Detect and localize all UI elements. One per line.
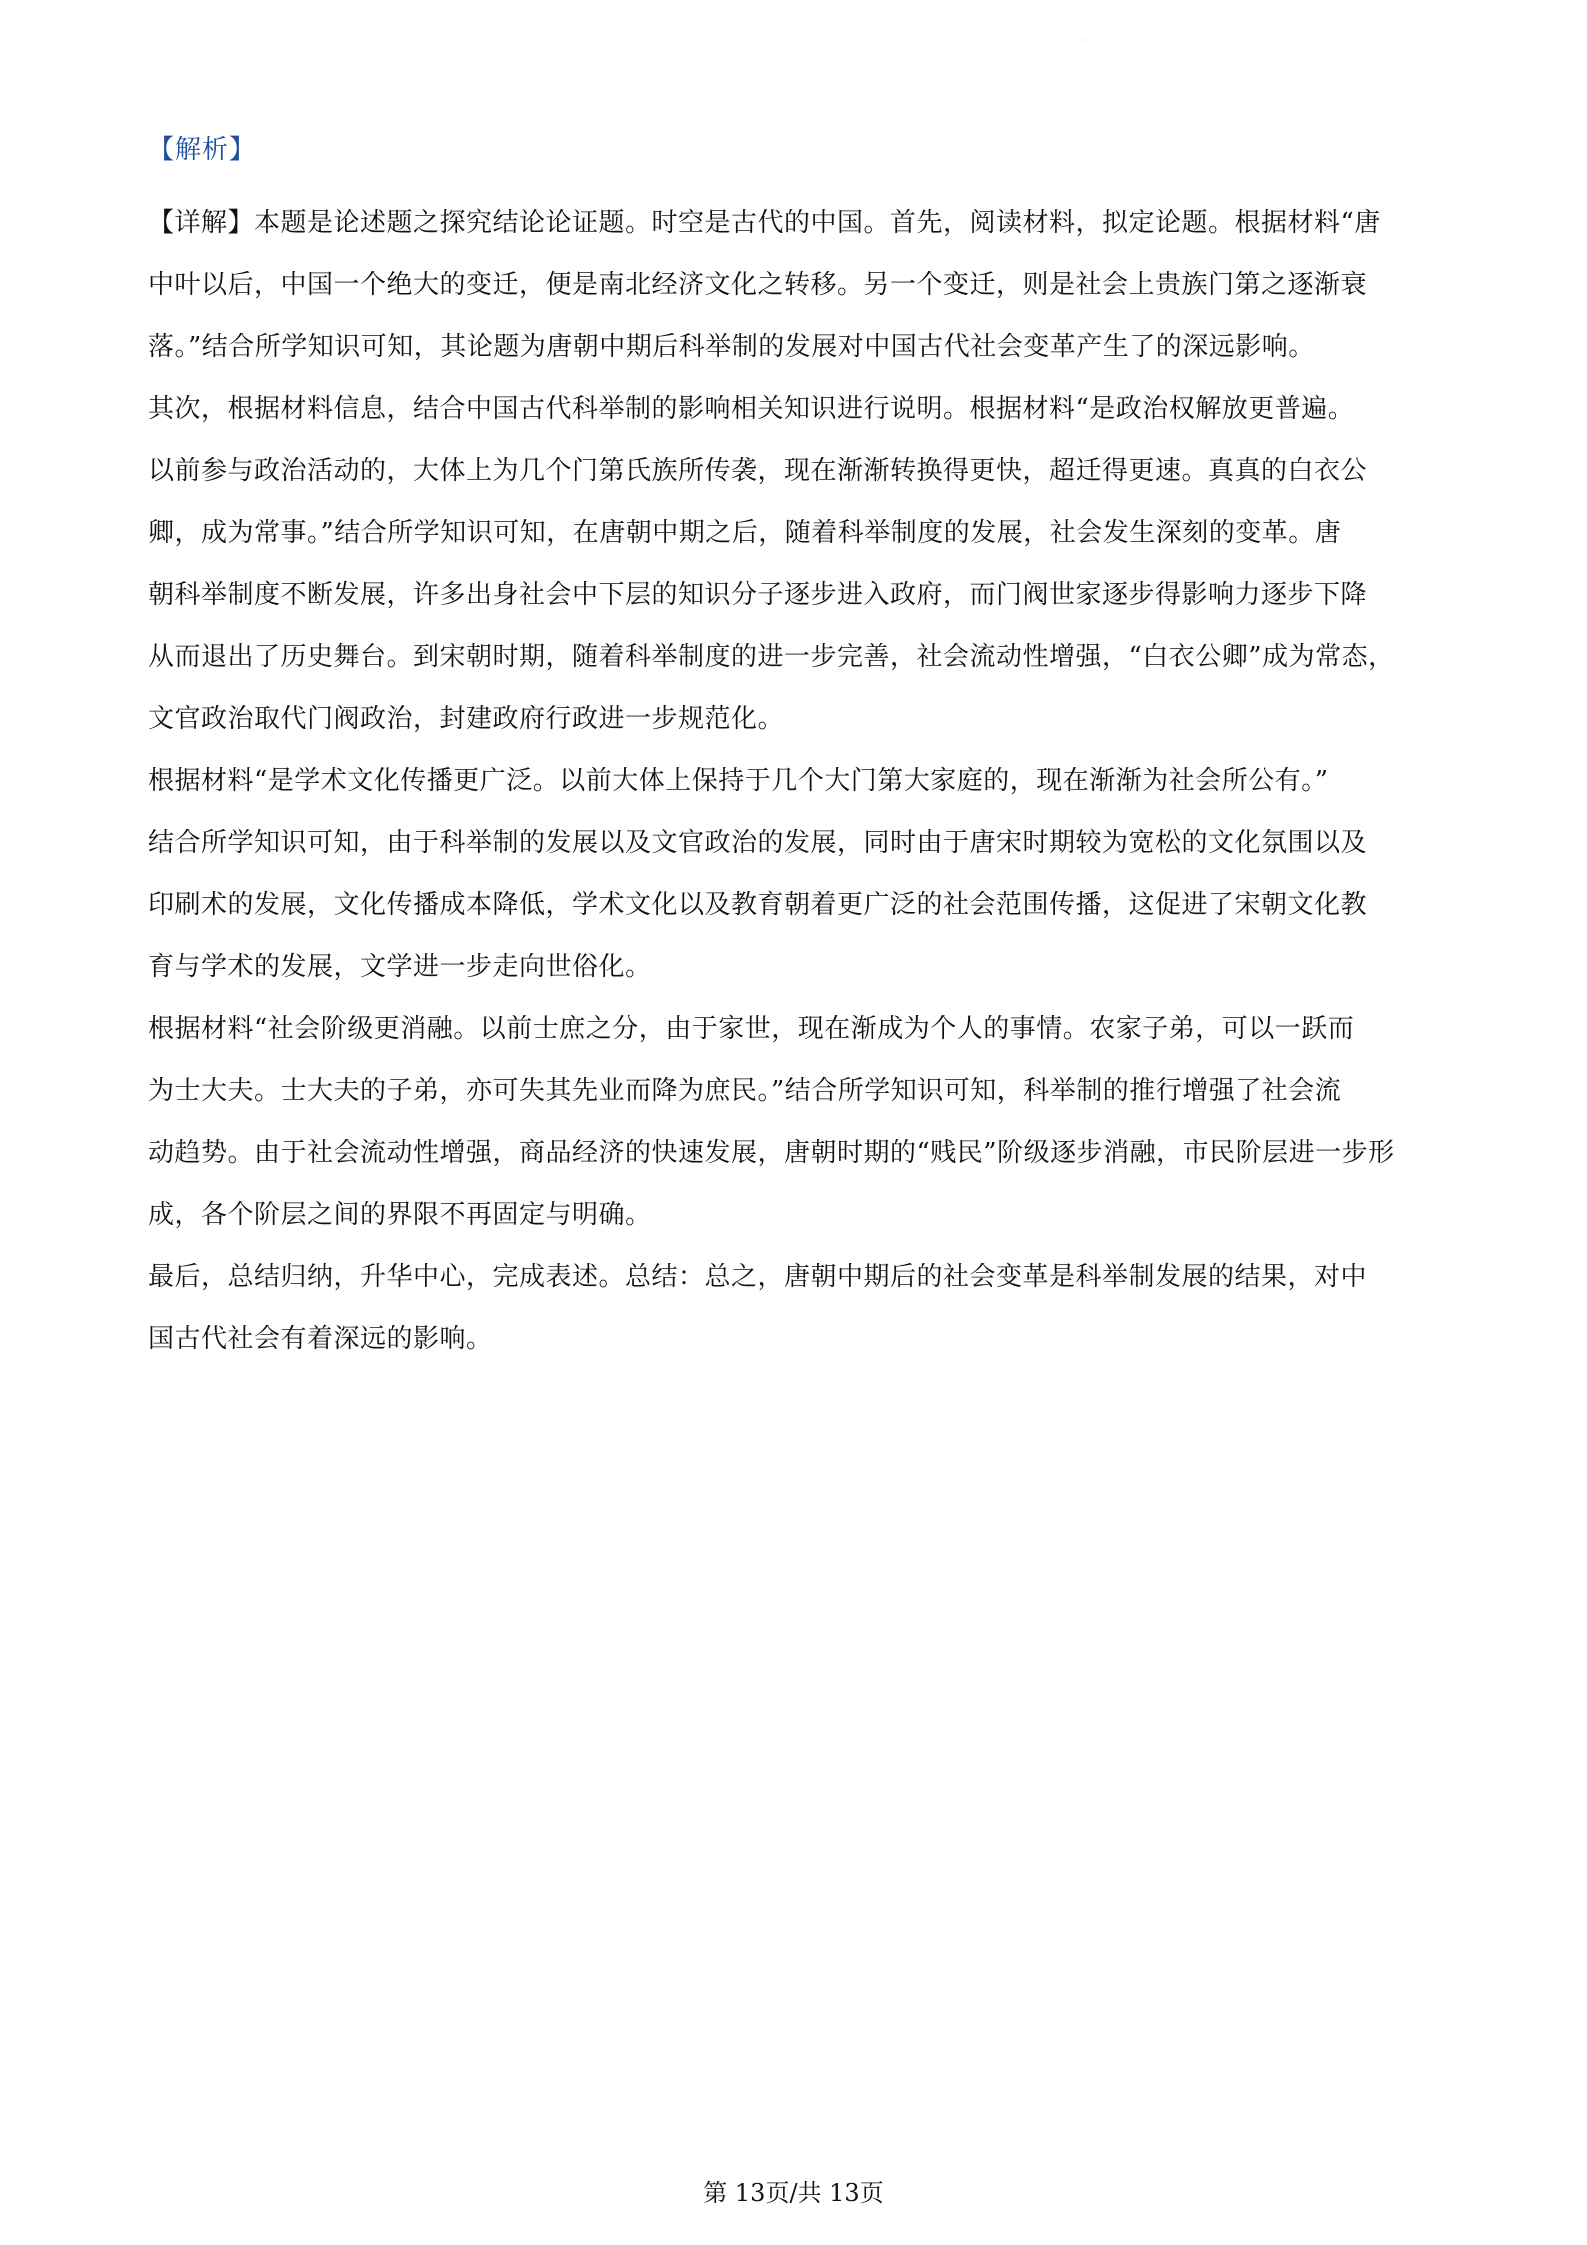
body-text-line: 为士大夫。士大夫的子弟，亦可失其先业而降为庶民。”结合所学知识可知，科举制的推行增强了社会流 [148, 1076, 1342, 1106]
body-text-line: 文官政治取代门阀政治，封建政府行政进一步规范化。 [148, 704, 785, 734]
page-number-footer: 第 13页/共 13页 [703, 2179, 884, 2207]
body-text-line: 根据材料“社会阶级更消融。以前士庶之分，由于家世，现在渐成为个人的事情。农家子弟，可以一跃而 [148, 1014, 1355, 1044]
body-text-line: 卿，成为常事。”结合所学知识可知，在唐朝中期之后，随着科举制度的发展，社会发生深刻的变革。唐 [148, 518, 1342, 548]
analysis-body [148, 192, 1448, 1370]
body-text-line: 其次，根据材料信息，结合中国古代科举制的影响相关知识进行说明。根据材料“是政治权解放更普遍。 [148, 394, 1355, 424]
body-text-line: 动趋势。由于社会流动性增强，商品经济的快速发展，唐朝时期的“贱民”阶级逐步消融，市民阶层进一步形 [148, 1138, 1395, 1168]
body-text-line: 【详解】本题是论述题之探究结论论证题。时空是古代的中国。首先，阅读材料，拟定论题。根据材料“唐 [148, 208, 1381, 238]
analysis-content [148, 130, 1448, 1370]
body-text-line: 最后，总结归纳，升华中心，完成表述。总结：总之，唐朝中期后的社会变革是科举制发展的结果，对中 [148, 1262, 1368, 1292]
page-top-mark: · [1084, 36, 1087, 45]
body-text-line: 结合所学知识可知，由于科举制的发展以及文官政治的发展，同时由于唐宋时期较为宽松的文化氛围以及 [148, 828, 1368, 858]
body-text-line: 以前参与政治活动的，大体上为几个门第氏族所传袭，现在渐渐转换得更快，超迁得更速。真真的白衣公 [148, 456, 1368, 486]
body-text-line: 育与学术的发展，文学进一步走向世俗化。 [148, 952, 652, 982]
section-heading: 【解析】 [148, 135, 257, 165]
body-text-line: 印刷术的发展，文化传播成本降低，学术文化以及教育朝着更广泛的社会范围传播，这促进了宋朝文化教 [148, 890, 1368, 920]
body-text-line: 根据材料“是学术文化传播更广泛。以前大体上保持于几个大门第大家庭的，现在渐渐为社会所公有。” [148, 766, 1329, 796]
body-text-line: 从而退出了历史舞台。到宋朝时期，随着科举制度的进一步完善，社会流动性增强，“白衣公卿”成为常态， [148, 642, 1395, 672]
body-text-line: 朝科举制度不断发展，许多出身社会中下层的知识分子逐步进入政府，而门阀世家逐步得影响力逐步下降 [148, 580, 1368, 610]
body-text-line: 成，各个阶层之间的界限不再固定与明确。 [148, 1200, 652, 1230]
body-text-line: 国古代社会有着深远的影响。 [148, 1324, 493, 1354]
body-text-line: 中叶以后，中国一个绝大的变迁，便是南北经济文化之转移。另一个变迁，则是社会上贵族门第之逐渐衰 [148, 270, 1368, 300]
body-text-line: 落。”结合所学知识可知，其论题为唐朝中期后科举制的发展对中国古代社会变革产生了的深远影响。 [148, 332, 1315, 362]
